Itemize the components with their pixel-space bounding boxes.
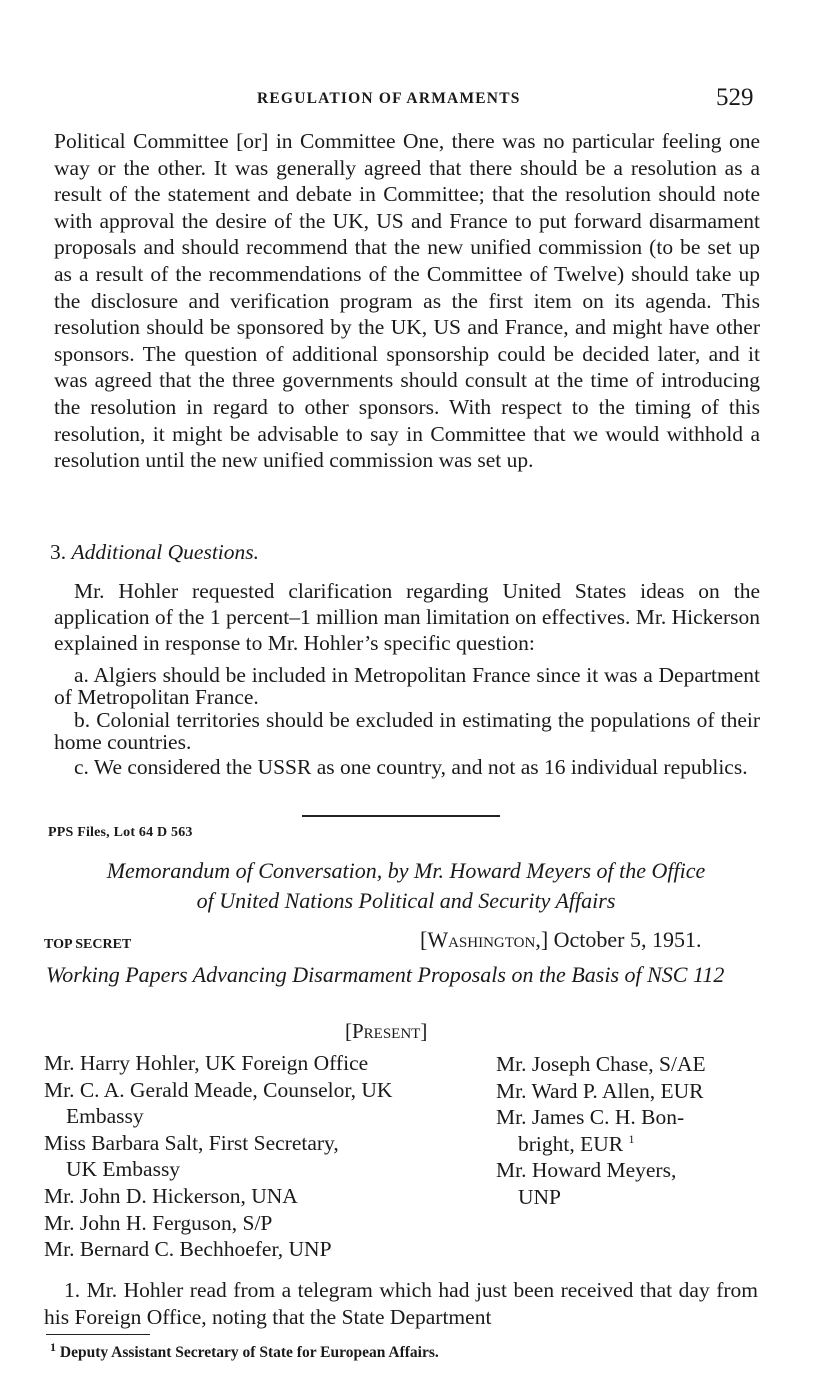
closing-paragraph: 1. Mr. Hohler read from a telegram which had just been received that day from his Foreign Office, noting that the State Department [44,1278,758,1329]
attendee [44,1050,474,1077]
section-divider [302,815,500,817]
attendee [44,1183,474,1210]
attendee-line: Mr. Howard Meyers, [496,1158,677,1183]
attendee [496,1157,758,1210]
memo-subject: Working Papers Advancing Disarmament Proposals on the Basis of NSC 112 [46,962,725,987]
attendee-line: Mr. John H. Ferguson, S/P [44,1210,273,1235]
attendee-line: UNP [518,1184,562,1209]
attendee [496,1078,758,1105]
dateline [420,927,702,953]
classification-label: TOP SECRET [44,937,132,952]
attendee-line: UK Embassy [66,1157,181,1182]
memo-title-line: Memorandum of Conversation, by Mr. Howard Meyers of the Office [106,858,706,883]
attendee-line: Mr. John D. Hickerson, UNA [44,1183,298,1208]
attendees-right-column [496,1051,758,1211]
list-item: b. Colonial territories should be excluded in estimating the populations of their home countries. [54,708,760,754]
section-title: Additional Questions. [71,540,260,564]
attendee-line: Mr. Bernard C. Bechhoefer, UNP [44,1237,332,1262]
section-number: 3. [50,540,67,564]
attendee-line-text: bright, EUR [518,1131,624,1156]
attendee-line: Mr. Joseph Chase, S/AE [496,1052,706,1076]
attendee-line [496,1131,758,1158]
footnote-text: Deputy Assistant Secretary of State for European Affairs. [59,1344,439,1361]
attendee [44,1130,474,1183]
attendee [496,1104,758,1157]
page-header [0,84,838,118]
memo-title-line: of United Nations Political and Security Affairs [196,888,616,913]
page-number: 529 [716,84,754,111]
list-item: a. Algiers should be included in Metropolitan France since it was a Department of Metropolitan France. [54,663,760,709]
present-label: [Present] [345,1019,428,1043]
attendee [44,1077,474,1130]
attendee-line: Mr. Ward P. Allen, EUR [496,1078,704,1103]
continuation-paragraph: Political Committee [or] in Committee One, there was no particular feeling one way or the other. It was generally agreed that there should be a resolution as a result of the statement and debate in Committee; that the resolution should note with approval the desire of the UK, US and France to put forward disarmament proposals and should recommend that the new unified commission (to be set up as a result of the recommendations of the Committee of Twelve) should take up the disclosure and verification program as the first item on its agenda. This resolution should be sponsored by the UK, US and France, and might have other sponsors. The question of additional sponsorship could be decided later, and it was agreed that the three governments should consult at the time of introducing the resolution in regard to other sponsors. With respect to the timing of this resolution, it might be advisable to say in Committee that we would withhold a resolution until the new unified commission was set up. [54,129,760,473]
source-note: PPS Files, Lot 64 D 563 [48,825,193,840]
attendee [44,1210,474,1237]
dateline-place: [Washington,] [420,927,549,952]
footnote-mark: 1 [50,1339,56,1354]
attendees-left-column [44,1050,474,1263]
attendee-line: Mr. James C. H. Bon- [496,1105,685,1130]
attendee [496,1051,758,1078]
list-item: c. We considered the USSR as one country, and not as 16 individual republics. [74,755,748,779]
dateline-date: October 5, 1951. [553,927,702,952]
attendee [44,1236,474,1263]
running-head: REGULATION OF ARMAMENTS [257,90,521,107]
section-heading [50,540,259,565]
memo-title [46,856,766,916]
attendee-line: Miss Barbara Salt, First Secretary, [44,1130,339,1155]
section-intro: Mr. Hohler requested clarification regarding United States ideas on the application of the 1 percent–1 million man limitation on effectives. Mr. Hickerson explained in response to Mr. Hohler’s specific question: [54,579,760,655]
footnote-reference: 1 [628,1131,635,1146]
attendee-line: Mr. C. A. Gerald Meade, Counselor, UK [44,1077,393,1102]
attendee-line: Mr. Harry Hohler, UK Foreign Office [44,1051,369,1075]
attendee-line: Embassy [66,1104,144,1129]
footnote [50,1339,439,1362]
footnote-rule [46,1334,150,1335]
